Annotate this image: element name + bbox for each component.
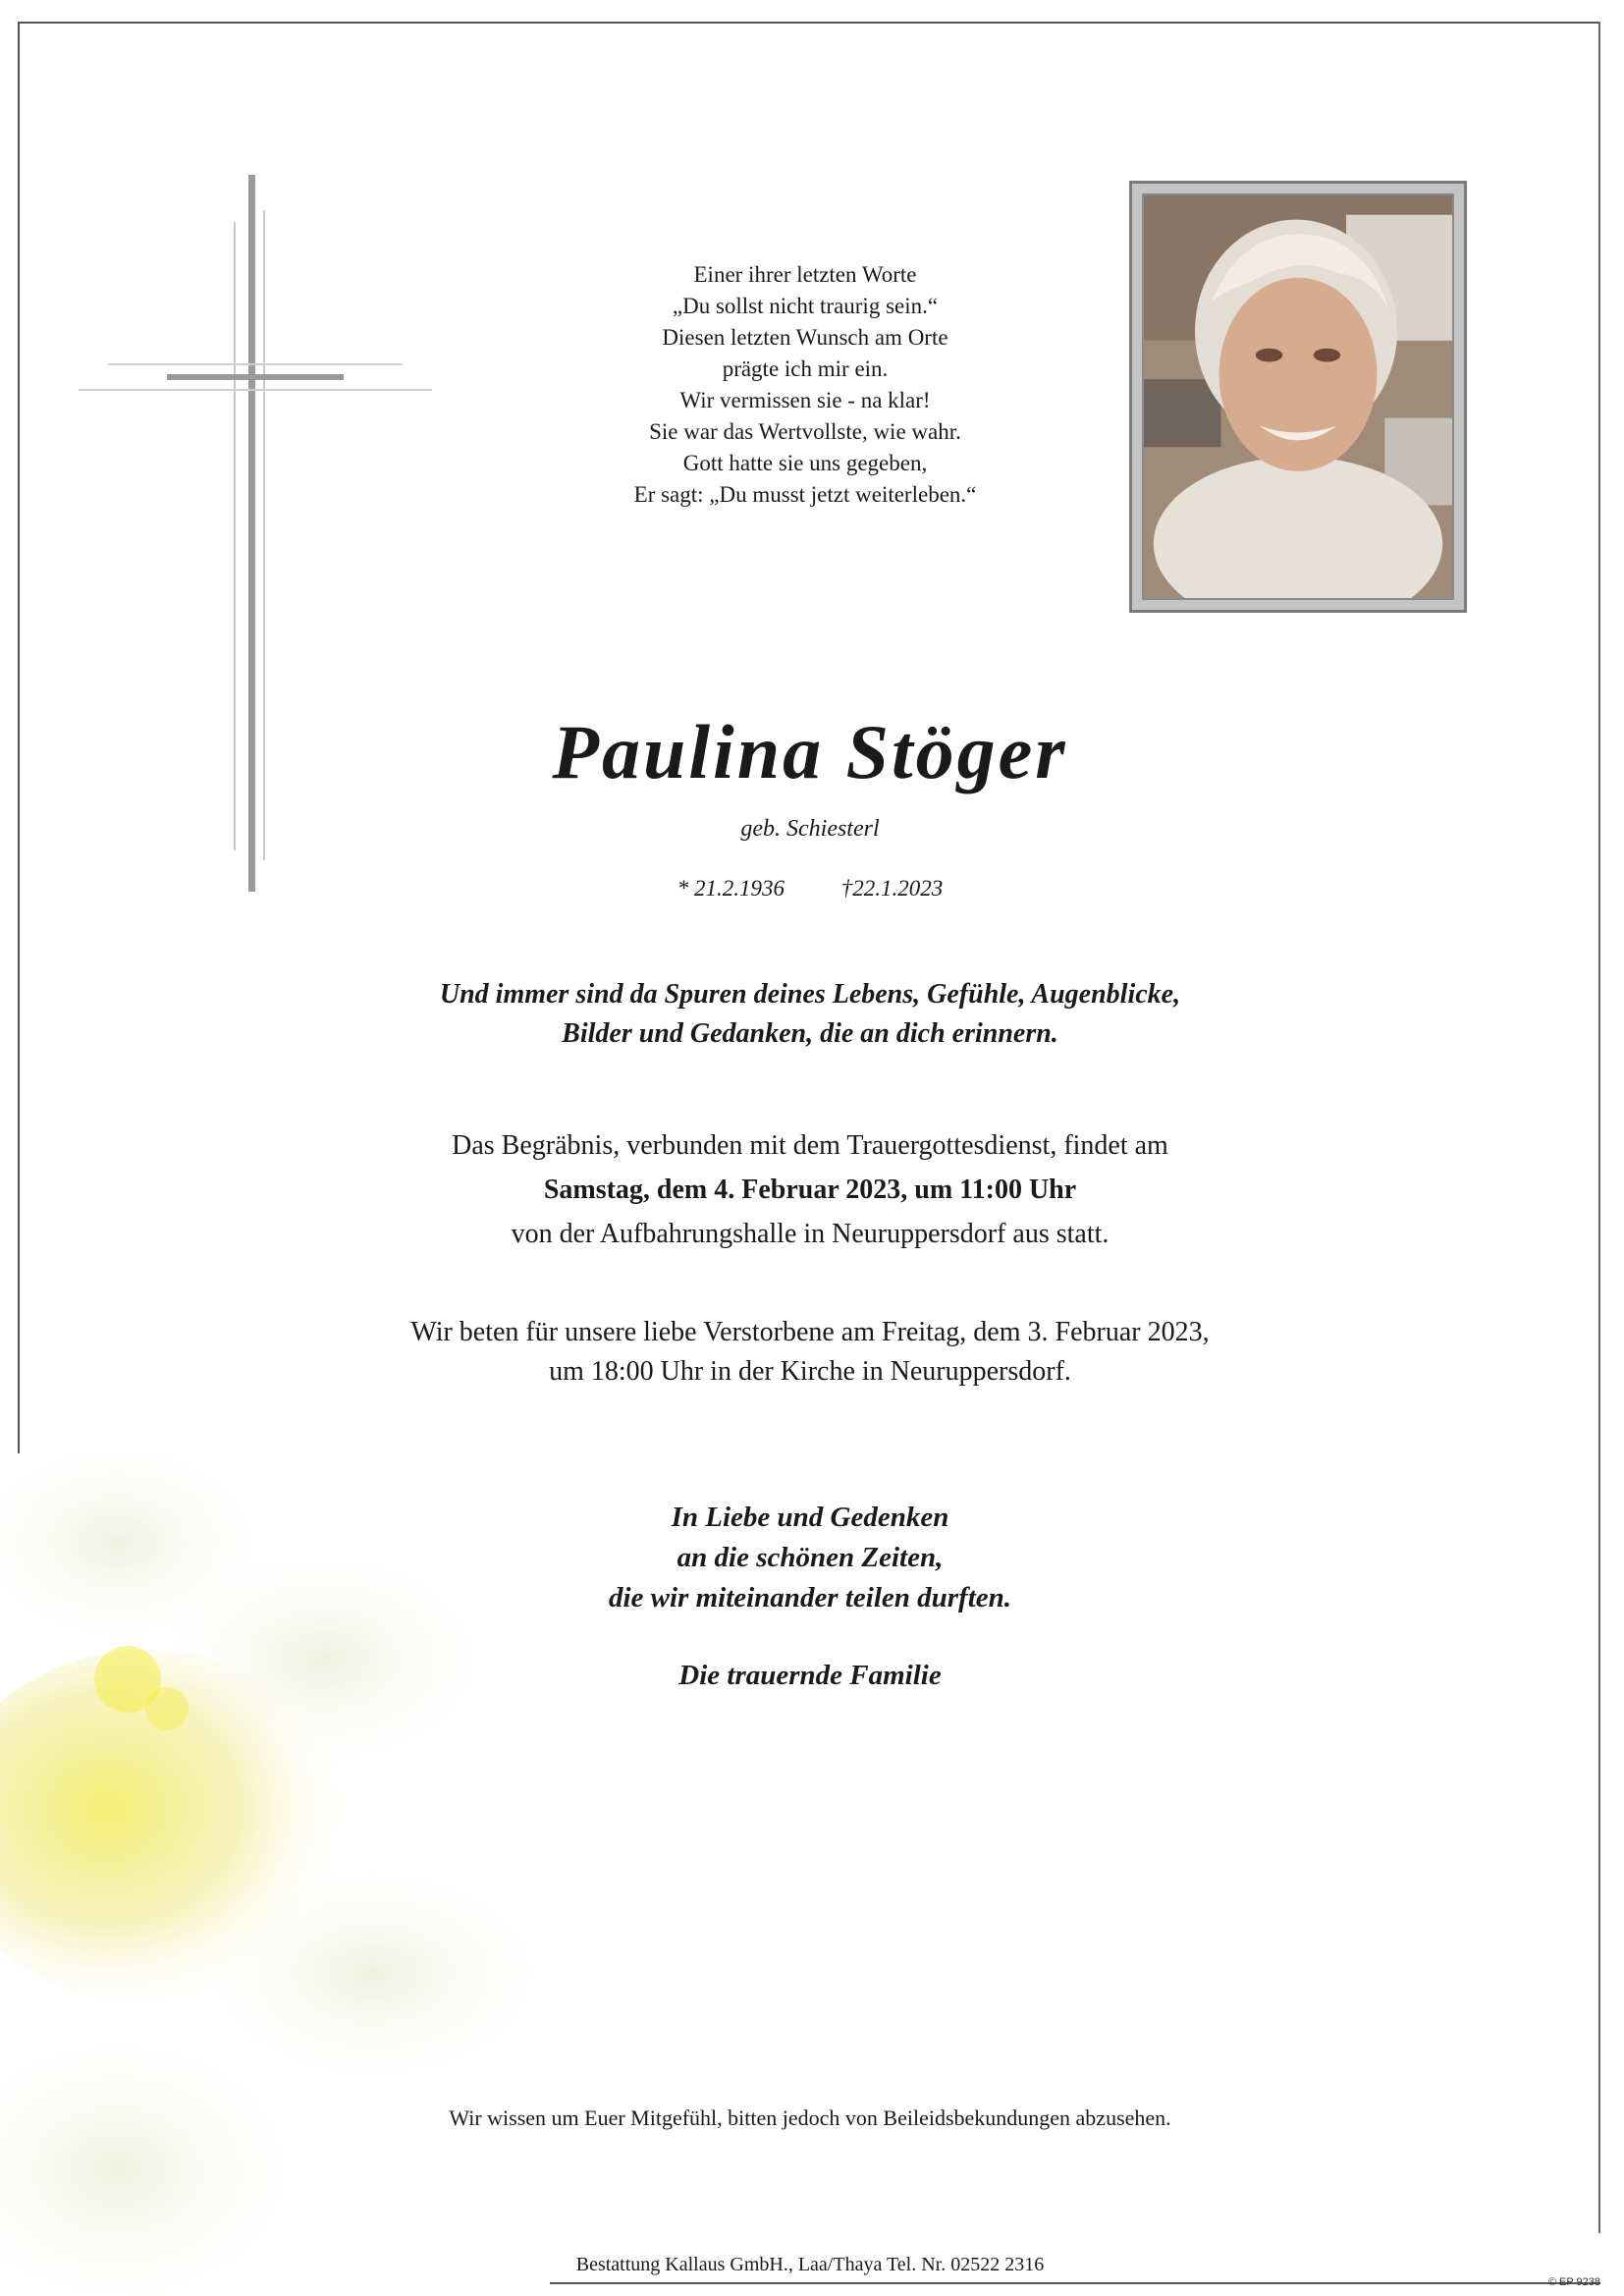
poem-line: prägte ich mir ein. xyxy=(722,356,889,381)
portrait-photo-frame xyxy=(1129,181,1467,613)
funeral-line: von der Aufbahrungshalle in Neuruppersdorf aus statt. xyxy=(511,1219,1110,1249)
portrait-photo xyxy=(1142,193,1454,600)
border-right xyxy=(1598,22,1600,2233)
poem-line: Wir vermissen sie - na klar! xyxy=(679,388,931,412)
quote-line: Und immer sind da Spuren deines Lebens, Gefühle, Augenblicke, xyxy=(439,979,1181,1010)
poem-line: Gott hatte sie uns gegeben, xyxy=(682,451,928,475)
life-dates xyxy=(589,876,1031,902)
birth-date: * 21.2.1936 xyxy=(677,876,785,901)
quote-line: Bilder und Gedanken, die an dich erinnern. xyxy=(562,1018,1058,1049)
poem-line: Er sagt: „Du musst jetzt weiterleben.“ xyxy=(633,482,977,507)
poem-line: Diesen letzten Wunsch am Orte xyxy=(662,325,948,350)
border-bottom xyxy=(550,2282,1600,2284)
border-left xyxy=(18,22,20,1453)
funeral-line: Das Begräbnis, verbunden mit dem Trauergottesdienst, findet am xyxy=(452,1130,1168,1161)
memorial-quote xyxy=(245,975,1375,1054)
poem xyxy=(491,259,1119,511)
deceased-name: Paulina Stöger xyxy=(552,709,1068,794)
undertaker-info: Bestattung Kallaus GmbH., Laa/Thaya Tel. Nr. 02522 2316 xyxy=(575,2254,1045,2275)
funeral-announcement xyxy=(245,1123,1375,1256)
border-top xyxy=(18,22,1600,24)
prayer-announcement xyxy=(245,1313,1375,1392)
remembrance-text xyxy=(393,1498,1227,1618)
remembrance-line: In Liebe und Gedenken xyxy=(671,1502,949,1533)
remembrance-line: die wir miteinander teilen durften. xyxy=(608,1582,1012,1613)
condolence-notice: Wir wissen um Euer Mitgefühl, bitten jedoch von Beileidsbekundungen abzusehen. xyxy=(449,2105,1171,2130)
funeral-date: Samstag, dem 4. Februar 2023, um 11:00 Uhr xyxy=(543,1175,1077,1205)
prayer-line: um 18:00 Uhr in der Kirche in Neuruppersdorf. xyxy=(549,1356,1071,1387)
family-signature: Die trauernde Familie xyxy=(678,1660,942,1691)
death-date: †22.1.2023 xyxy=(840,876,944,901)
poem-line: „Du sollst nicht traurig sein.“ xyxy=(672,294,939,318)
poem-line: Einer ihrer letzten Worte xyxy=(693,262,917,287)
maiden-name: geb. Schiesterl xyxy=(740,816,880,842)
prayer-line: Wir beten für unsere liebe Verstorbene am Freitag, dem 3. Februar 2023, xyxy=(410,1317,1210,1347)
remembrance-line: an die schönen Zeiten, xyxy=(677,1542,944,1573)
copyright-note: © EP 9238 xyxy=(1547,2276,1600,2288)
poem-line: Sie war das Wertvollste, wie wahr. xyxy=(649,419,961,444)
